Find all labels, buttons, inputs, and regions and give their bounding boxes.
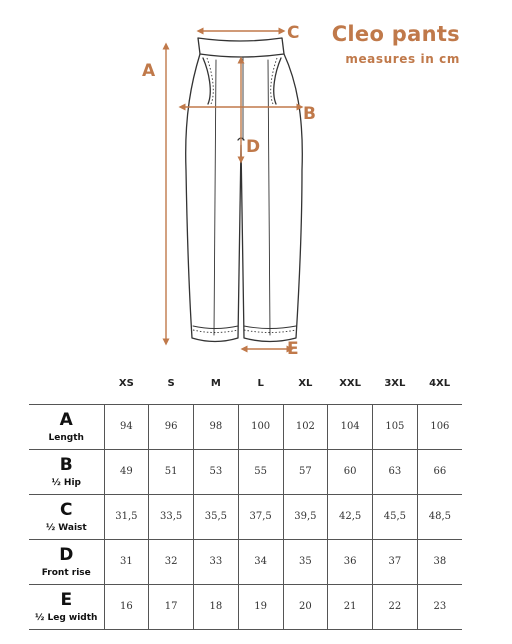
row-label: Length xyxy=(48,433,84,443)
size-chart-table xyxy=(29,364,462,630)
table-cell: 32 xyxy=(149,539,194,584)
row-header-half-leg-width xyxy=(29,584,104,629)
table-cell: 49 xyxy=(104,449,149,494)
table-cell: 98 xyxy=(194,404,239,449)
table-cell: 60 xyxy=(328,449,373,494)
table-cell: 42,5 xyxy=(328,494,373,539)
table-cell: 16 xyxy=(104,584,149,629)
units-subtitle: measures in cm xyxy=(345,52,460,66)
row-letter: D xyxy=(59,545,74,565)
dimension-label-d: D xyxy=(246,137,261,157)
table-cell: 39,5 xyxy=(283,494,328,539)
table-cell: 57 xyxy=(283,449,328,494)
size-header-4xl: 4XL xyxy=(429,378,451,390)
size-header-xs: XS xyxy=(118,378,134,390)
row-label: ½ Waist xyxy=(45,523,87,533)
size-header-xl: XL xyxy=(298,378,313,390)
table-cell: 21 xyxy=(328,584,373,629)
table-cell: 63 xyxy=(373,449,418,494)
table-cell: 106 xyxy=(417,404,462,449)
table-cell: 100 xyxy=(238,404,283,449)
pants-outline xyxy=(186,38,303,342)
size-header-xxl: XXL xyxy=(339,378,362,390)
table-cell: 35,5 xyxy=(194,494,239,539)
table-cell: 55 xyxy=(238,449,283,494)
size-header-l: L xyxy=(257,378,264,390)
table-cell: 102 xyxy=(283,404,328,449)
table-cell: 31,5 xyxy=(104,494,149,539)
table-cell: 38 xyxy=(417,539,462,584)
table-cell: 35 xyxy=(283,539,328,584)
table-cell: 36 xyxy=(328,539,373,584)
table-cell: 31 xyxy=(104,539,149,584)
dimension-label-b: B xyxy=(303,104,316,124)
size-header-s: S xyxy=(167,378,175,390)
dimension-label-e: E xyxy=(287,339,299,359)
table-cell: 33 xyxy=(194,539,239,584)
table-cell: 34 xyxy=(238,539,283,584)
table-cell: 105 xyxy=(373,404,418,449)
table-cell: 48,5 xyxy=(417,494,462,539)
row-label: ½ Leg width xyxy=(35,613,98,623)
row-header-half-hip xyxy=(29,449,104,494)
table-row-half-waist xyxy=(29,494,462,539)
table-cell: 33,5 xyxy=(149,494,194,539)
stitch-details xyxy=(193,58,296,333)
row-label: ½ Hip xyxy=(51,478,81,488)
table-cell: 17 xyxy=(149,584,194,629)
row-header-length xyxy=(29,404,104,449)
size-header-m: M xyxy=(210,378,221,390)
table-cell: 22 xyxy=(373,584,418,629)
row-header-half-waist xyxy=(29,494,104,539)
row-letter: E xyxy=(60,590,73,610)
row-label: Front rise xyxy=(41,568,91,578)
table-cell: 66 xyxy=(417,449,462,494)
dimension-label-a: A xyxy=(142,61,156,81)
table-cell: 37 xyxy=(373,539,418,584)
table-corner xyxy=(29,364,104,404)
row-letter: B xyxy=(59,455,73,475)
table-cell: 104 xyxy=(328,404,373,449)
table-cell: 96 xyxy=(149,404,194,449)
dimension-label-c: C xyxy=(287,23,300,43)
table-row-length xyxy=(29,404,462,449)
row-letter: A xyxy=(59,410,73,430)
table-cell: 37,5 xyxy=(238,494,283,539)
size-header-3xl: 3XL xyxy=(384,378,406,390)
table-cell: 20 xyxy=(283,584,328,629)
row-letter: C xyxy=(60,500,73,520)
table-cell: 51 xyxy=(149,449,194,494)
table-cell: 18 xyxy=(194,584,239,629)
table-row-half-leg-width xyxy=(29,584,462,629)
table-row-half-hip xyxy=(29,449,462,494)
table-cell: 53 xyxy=(194,449,239,494)
table-row-front-rise xyxy=(29,539,462,584)
table-cell: 23 xyxy=(417,584,462,629)
table-cell: 19 xyxy=(238,584,283,629)
size-header-row xyxy=(29,364,462,404)
table-cell: 94 xyxy=(104,404,149,449)
row-header-front-rise xyxy=(29,539,104,584)
table-cell: 45,5 xyxy=(373,494,418,539)
page-title: Cleo pants xyxy=(331,22,460,46)
